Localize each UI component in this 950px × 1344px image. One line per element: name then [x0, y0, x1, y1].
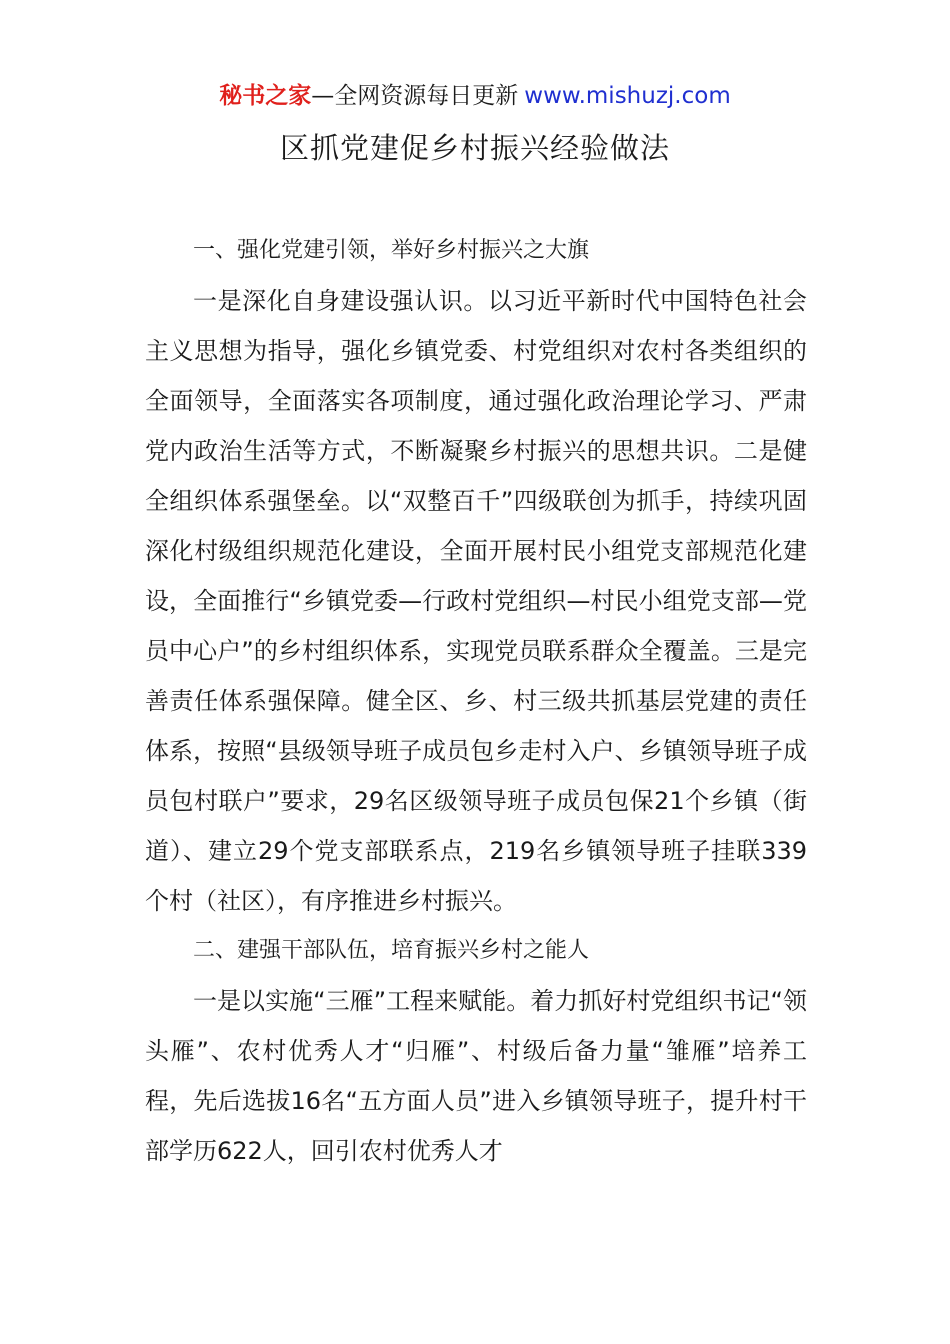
section-paragraph-1: 一是深化自身建设强认识。以习近平新时代中国特色社会主义思想为指导，强化乡镇党委、村党组织对农村各类组织的全面领导，全面落实各项制度，通过强化政治理论学习、严肃党内政治生活等方式，不断凝聚乡村振兴的思想共识。二是健全组织体系强堡垒。以“双整百千”四级联创为抓手，持续巩固深化村级组织规范化建设，全面开展村民小组党支部规范化建设，全面推行“乡镇党委—行政村党组织—村民小组党支部—党员中心户”的乡村组织体系，实现党员联系群众全覆盖。三是完善责任体系强保障。健全区、乡、村三级共抓基层党建的责任体系，按照“县级领导班子成员包乡走村入户、乡镇领导班子成员包村联户”要求，29名区级领导班子成员包保21个乡镇（街道）、建立29个党支部联系点，219名乡镇领导班子挂联339个村（社区），有序推进乡村振兴。 — [145, 287, 807, 915]
section-heading-1: 一、强化党建引领，举好乡村振兴之大旗 — [193, 238, 590, 263]
document-title: 区抓党建促乡村振兴经验做法 — [279, 131, 670, 165]
site-banner — [0, 80, 950, 112]
section-paragraph-2: 一是以实施“三雁”工程来赋能。着力抓好村党组织书记“领头雁”、农村优秀人才“归雁”、村级后备力量“雏雁”培养工程，先后选拔16名“五方面人员”进入乡镇领导班子，提升村干部学历622人，回引农村优秀人才 — [145, 987, 807, 1165]
section-heading-2: 二、建强干部队伍，培育振兴乡村之能人 — [193, 938, 590, 963]
brand-name: 秘书之家 — [219, 83, 312, 109]
document-body — [145, 226, 807, 1176]
brand-slogan: —全网资源每日更新 — [311, 83, 519, 109]
site-url-link[interactable]: www.mishuzj.com — [524, 83, 731, 109]
